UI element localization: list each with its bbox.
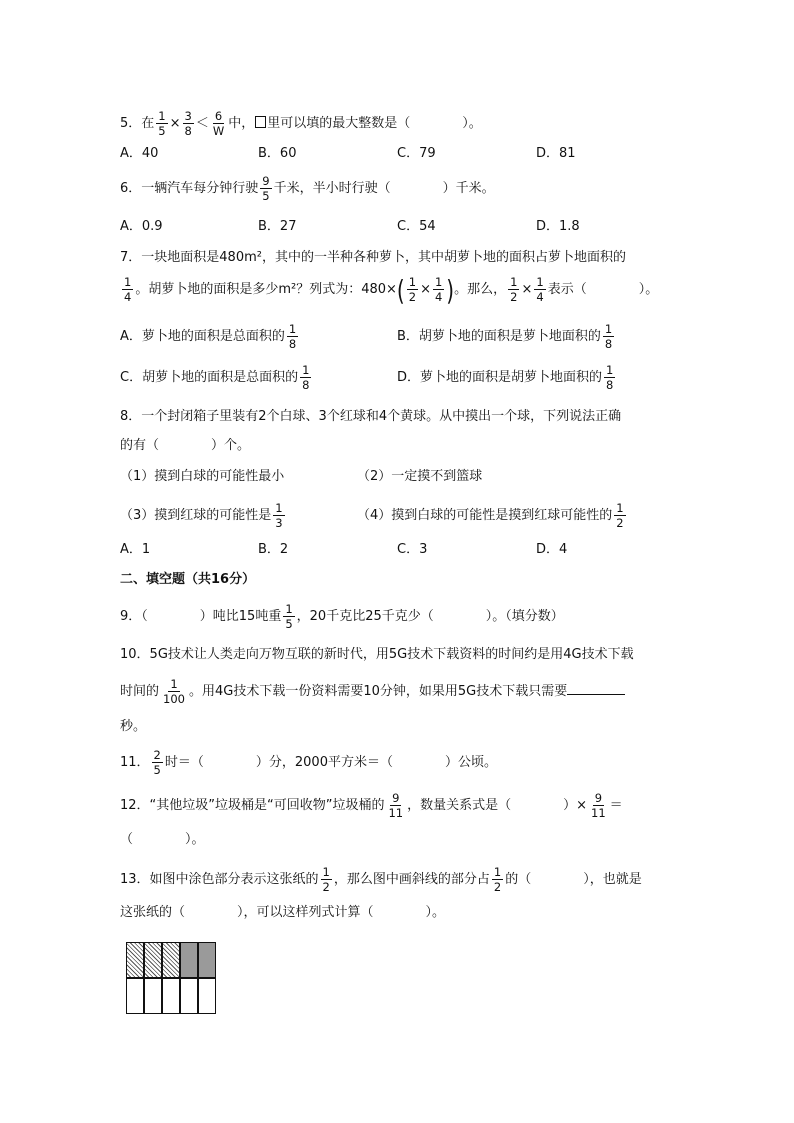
hatched-cell <box>144 942 162 978</box>
fraction: $\frac{9}{5}$ <box>262 174 270 204</box>
fraction: $\frac{1}{4}$ <box>124 275 132 305</box>
q8-option-a: A．1 <box>120 542 151 557</box>
q6-option-c: C．54 <box>397 219 436 234</box>
q5-stem: 5．在 $\frac{1}{5}$ × $\frac{3}{8}$ ＜ $\frac{6}{W}$ 中， 里可以填的最大整数是（ ）。 <box>120 109 482 139</box>
q7-option-b: B．胡萝卜地的面积是萝卜地面积的 $\frac{1}{8}$ <box>397 322 613 352</box>
q8-statement-4: （4）摸到白球的可能性是摸到红球可能性的 $\frac{1}{2}$ <box>357 501 624 531</box>
q8-statement-1: （1）摸到白球的可能性最小 <box>120 469 285 484</box>
hatched-cell <box>162 942 180 978</box>
blank-cell <box>126 978 144 1014</box>
blank-cell <box>198 978 216 1014</box>
fraction: $\frac{1}{4}$ <box>434 275 443 305</box>
fraction: $\frac{1}{5}$ <box>158 109 166 139</box>
q5-option-b: B．60 <box>258 146 297 161</box>
q5-option-d: D．81 <box>536 146 576 161</box>
q6-option-a: A．0.9 <box>120 219 163 234</box>
q8-line2: 的有（ ）个。 <box>120 438 251 453</box>
q11-stem: 11． $\frac{2}{5}$ 时＝（ ）分，2000平方米＝（ ）公顷。 <box>120 748 497 778</box>
q5-option-c: C．79 <box>397 146 436 161</box>
q12-line2: （ ）。 <box>120 832 205 847</box>
q8-option-b: B．2 <box>258 542 289 557</box>
fraction: $\frac{1}{4}$ <box>536 275 544 305</box>
fraction: $\frac{1}{2}$ <box>408 275 417 305</box>
q6-option-d: D．1.8 <box>536 219 580 234</box>
blank-cell <box>162 978 180 1014</box>
square-box-icon <box>255 116 266 128</box>
q7-line1: 7．一块地面积是480m²，其中的一半种各种萝卜，其中胡萝卜地的面积占萝卜地面积的 <box>120 250 626 265</box>
blank-cell <box>180 978 198 1014</box>
q7-option-d: D．萝卜地的面积是胡萝卜地面积的 $\frac{1}{8}$ <box>397 363 614 393</box>
hatched-cell <box>126 942 144 978</box>
shaded-cell <box>198 942 216 978</box>
q10-line1: 10．5G技术让人类走向万物互联的新时代，用5G技术下载资料的时间约是用4G技术下载 <box>120 647 634 662</box>
q8-statement-2: （2）一定摸不到篮球 <box>357 469 483 484</box>
q8-statement-3: （3）摸到红球的可能性是 $\frac{1}{3}$ <box>120 501 283 531</box>
fraction: $\frac{1}{2}$ <box>510 275 518 305</box>
q10-line3: 秒。 <box>120 719 147 734</box>
q7-option-c: C．胡萝卜地的面积是总面积的 $\frac{1}{8}$ <box>120 363 310 393</box>
q7-option-a: A．萝卜地的面积是总面积的 $\frac{1}{8}$ <box>120 322 297 352</box>
q6-stem: 6．一辆汽车每分钟行驶 $\frac{9}{5}$ 千米，半小时行驶（ ）千米。 <box>120 174 495 204</box>
blank-cell <box>144 978 162 1014</box>
q13-line2: 这张纸的（ ），可以这样列式计算（ ）。 <box>120 905 446 920</box>
q5-option-a: A．40 <box>120 146 159 161</box>
shaded-cell <box>180 942 198 978</box>
answer-blank <box>567 684 625 695</box>
fraction: $\frac{3}{8}$ <box>184 109 192 139</box>
q13-line1: 13．如图中涂色部分表示这张纸的 $\frac{1}{2}$ ，那么图中画斜线的部分占 $\frac{1}{2}$ 的（ ），也就是 <box>120 865 642 895</box>
q10-line2: 时间的 $\frac{1}{100}$ 。用4G技术下载一份资料需要10分钟，如果用5G技术下载只需要 <box>120 678 625 705</box>
q6-option-b: B．27 <box>258 219 297 234</box>
section-heading: 二、填空题（共16分） <box>120 572 256 587</box>
q9-stem: 9．（ ）吨比15吨重 $\frac{1}{5}$ ，20千克比25千克少（ ）。（填分数） <box>120 602 564 632</box>
q7-line2: $\frac{1}{4}$ 。胡萝卜地的面积是多少m²？列式为：480×( $\frac{1}{2}$ × $\frac{1}{4}$ )。那么， $\frac{1}{2}$ × $\frac{1}{4}$ 表示（ ）。 <box>124 272 659 307</box>
q12-line1: 12．“其他垃圾”垃圾桶是“可回收物”垃圾桶的 $\frac{9}{11}$ ，数量关系式是（ ）× $\frac{9}{11}$ ＝ <box>120 791 623 821</box>
q8-option-c: C．3 <box>397 542 428 557</box>
q8-line1: 8．一个封闭箱子里装有2个白球、3个红球和4个黄球。从中摸出一个球，下列说法正确 <box>120 409 622 424</box>
fraction: $\frac{6}{W}$ <box>212 109 225 139</box>
q8-option-d: D．4 <box>536 542 568 557</box>
